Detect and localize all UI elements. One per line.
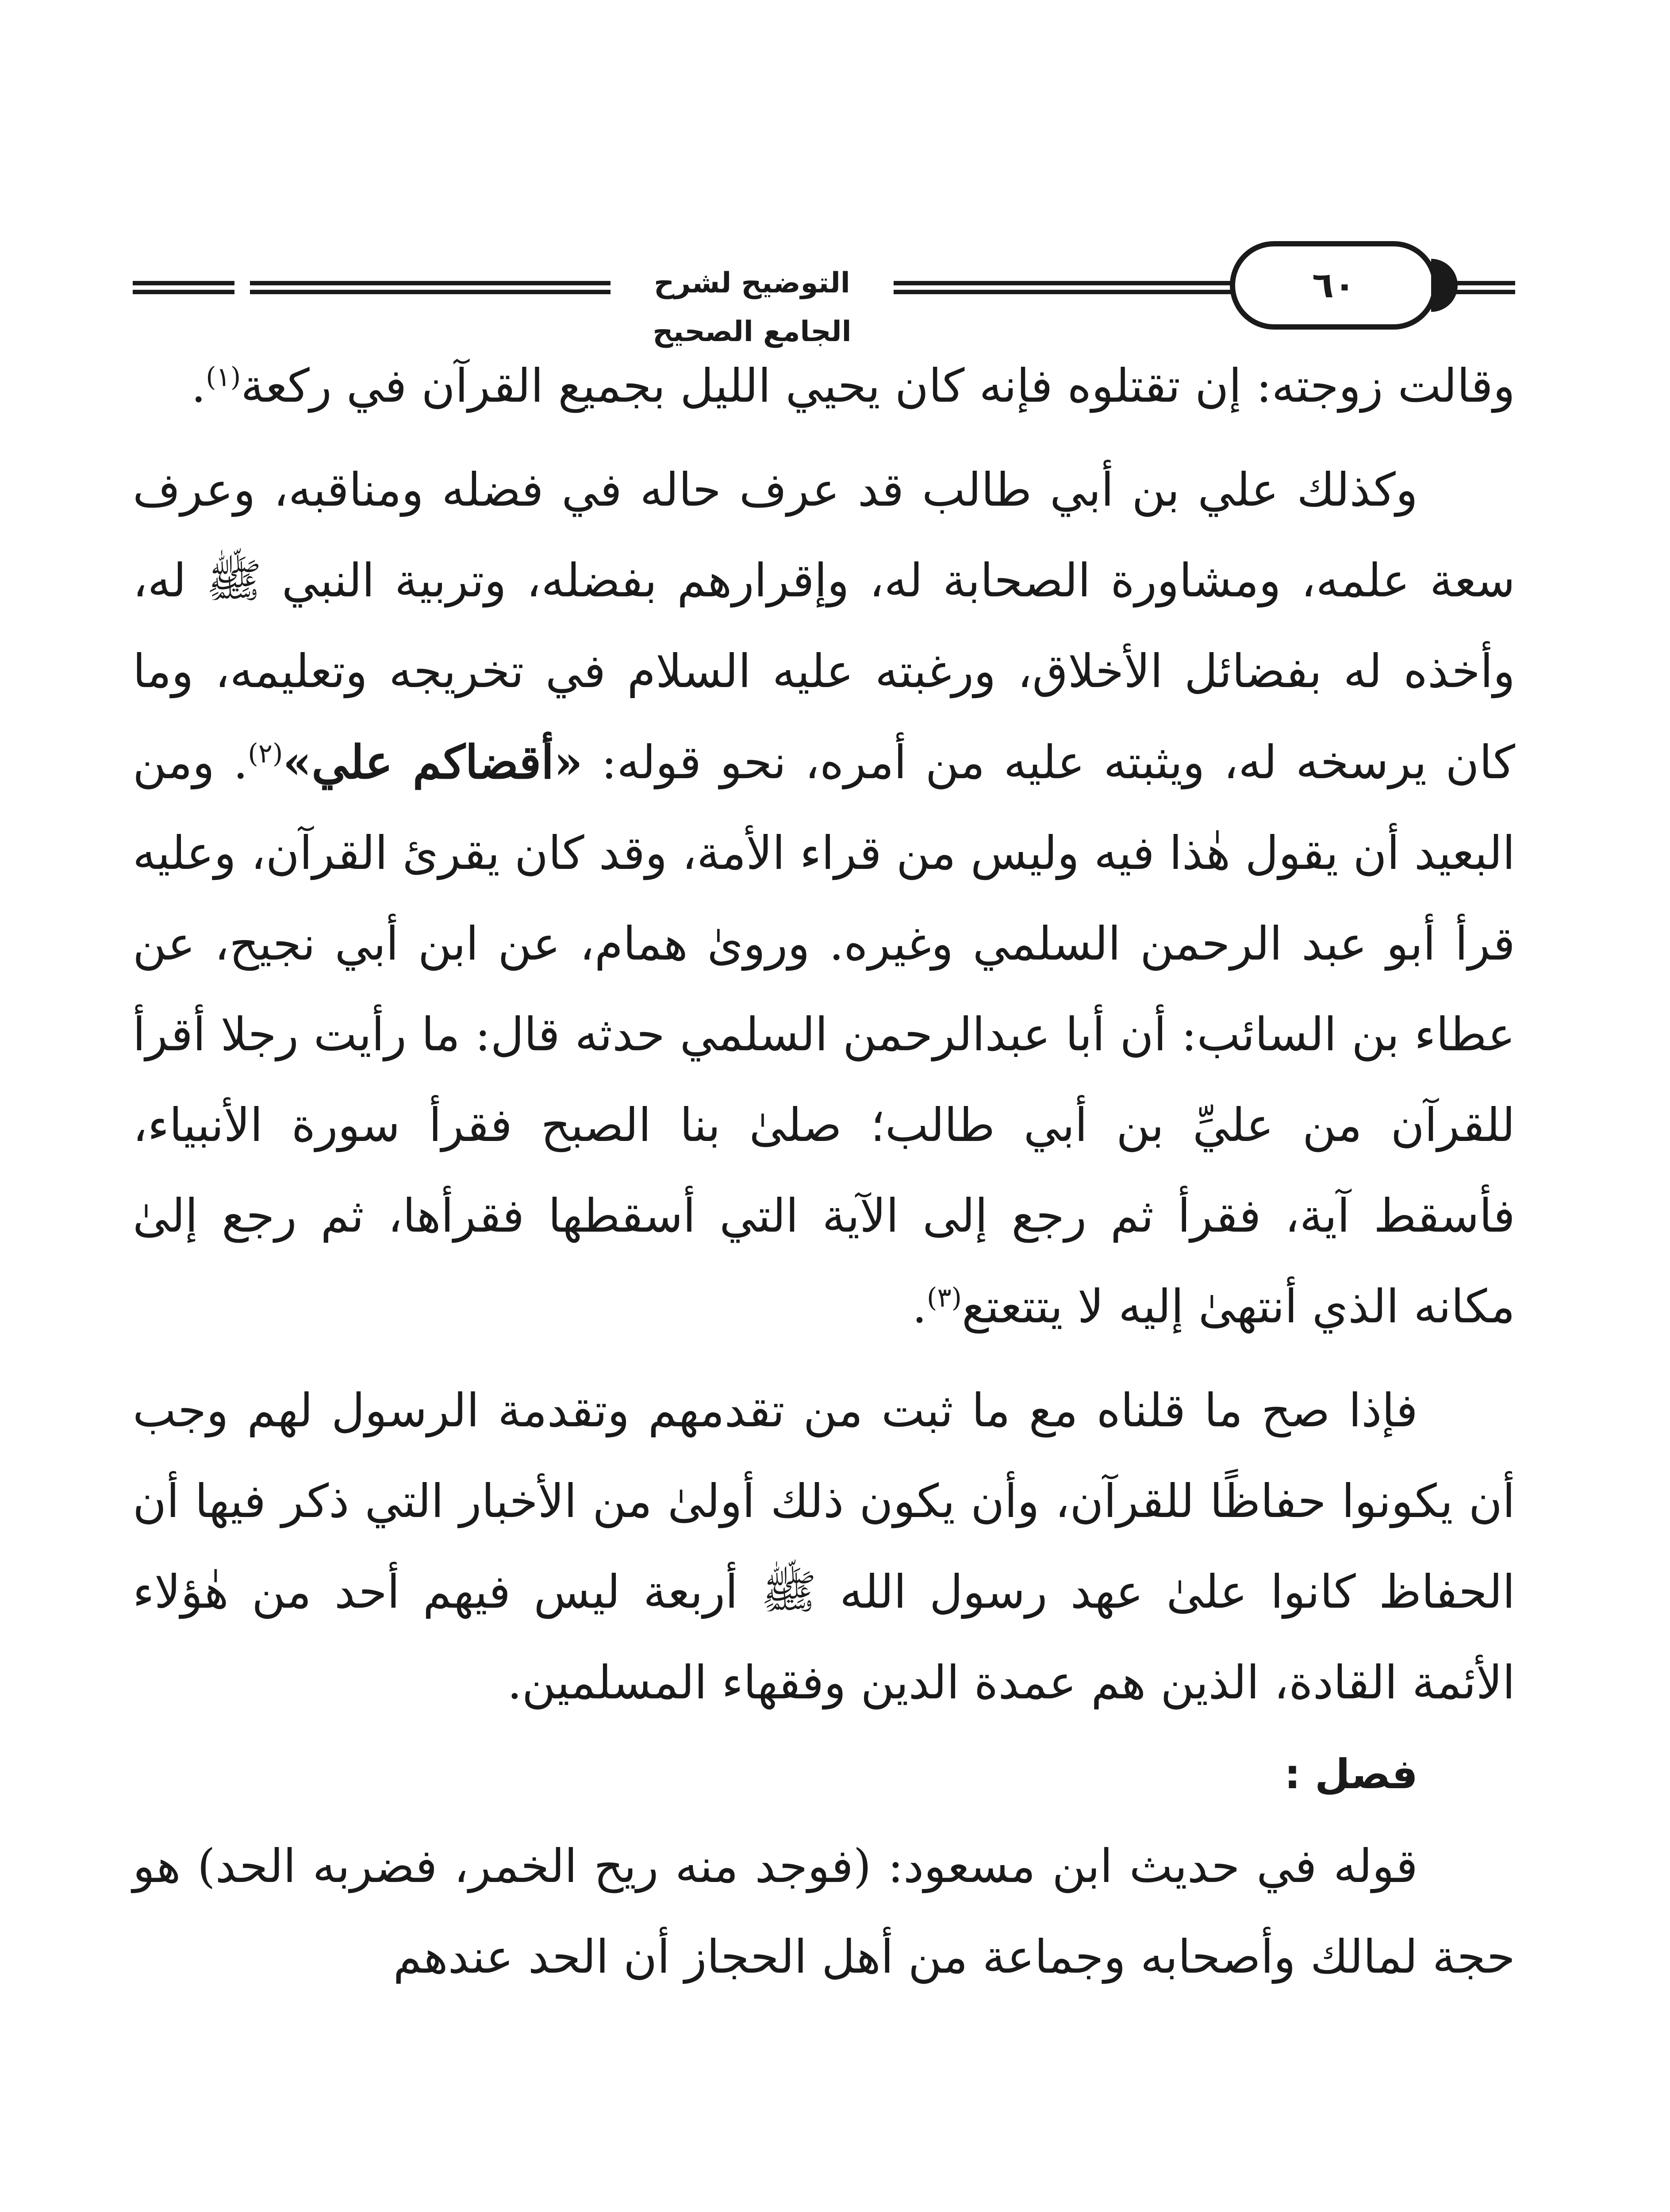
header-rule xyxy=(1449,281,1515,294)
paragraph-tail: . xyxy=(191,359,206,413)
quoted-text: «أقضاكم علي» xyxy=(283,735,583,789)
footnote-ref: (٢) xyxy=(248,738,283,769)
header-rule xyxy=(250,281,610,294)
header-rule xyxy=(133,281,234,294)
paragraph xyxy=(133,341,1515,431)
paragraph-text: وكذلك علي بن أبي طالب قد عرف حاله في فضله ومناقبه، وعرف سعة علمه، ومشاورة الصحابة له، وإقرارهم بفضله، وتربية النبي ﷺ له، وأخذه له بفضائل الأخلاق، ورغبته عليه السلام في تخريجه وتعليمه، وما كان يرسخه له، ويثبته عليه من أمره، نحو قوله: xyxy=(133,463,1516,789)
section-heading: فصل : xyxy=(1284,1751,1418,1798)
footnote-ref: (١) xyxy=(206,361,241,393)
paragraph-text: وقالت زوجته: إن تقتلوه فإنه كان يحيي الليل بجميع القرآن في ركعة xyxy=(241,359,1515,413)
paragraph-text: . ومن البعيد أن يقول هٰذا فيه وليس من قراء الأمة، وقد كان يقرئ القرآن، وعليه قرأ أبو عبد الرحمن السلمي وغيره. وروىٰ همام، عن ابن أبي نجيح، عن عطاء بن السائب: أن أبا عبدالرحمن السلمي حدثه قال: ما رأيت رجلا أقرأ للقرآن من عليِّ بن أبي طالب؛ صلىٰ بنا الصبح فقرأ سورة الأنبياء، فأسقط آية، فقرأ ثم رجع إلى الآية التي أسقطها فقرأها، ثم رجع إلىٰ مكانه الذي أنتهىٰ إليه لا يتتعتع xyxy=(133,735,1515,1333)
footnote-ref: (٣) xyxy=(927,1282,962,1313)
main-text xyxy=(133,341,1515,2002)
paragraph xyxy=(133,445,1515,1352)
paragraph-text: قوله في حديث ابن مسعود: (فوجد منه ريح الخمر، فضربه الحد) هو حجة لمالك وأصحابه وجماعة من أهل الحجاز أن الحد عندهم xyxy=(133,1839,1515,1984)
running-header xyxy=(133,241,1515,348)
running-title: التوضيح لشرح الجامع الصحيح xyxy=(653,267,852,348)
paragraph xyxy=(133,1365,1515,1728)
page-number: ٦٠ xyxy=(1230,241,1438,330)
paragraph xyxy=(133,1821,1515,2002)
paragraph-text: فإذا صح ما قلناه مع ما ثبت من تقدمهم وتقدمة الرسول لهم وجب أن يكونوا حفاظًا للقرآن، وأن يكون ذلك أولىٰ من الأخبار التي ذكر فيها أن الحفاظ كانوا علىٰ عهد رسول الله ﷺ أربعة ليس فيهم أحد من هٰؤلاء الأئمة القادة، الذين هم عمدة الدين وفقهاء المسلمين. xyxy=(133,1383,1515,1709)
paragraph-tail: . xyxy=(912,1279,927,1333)
